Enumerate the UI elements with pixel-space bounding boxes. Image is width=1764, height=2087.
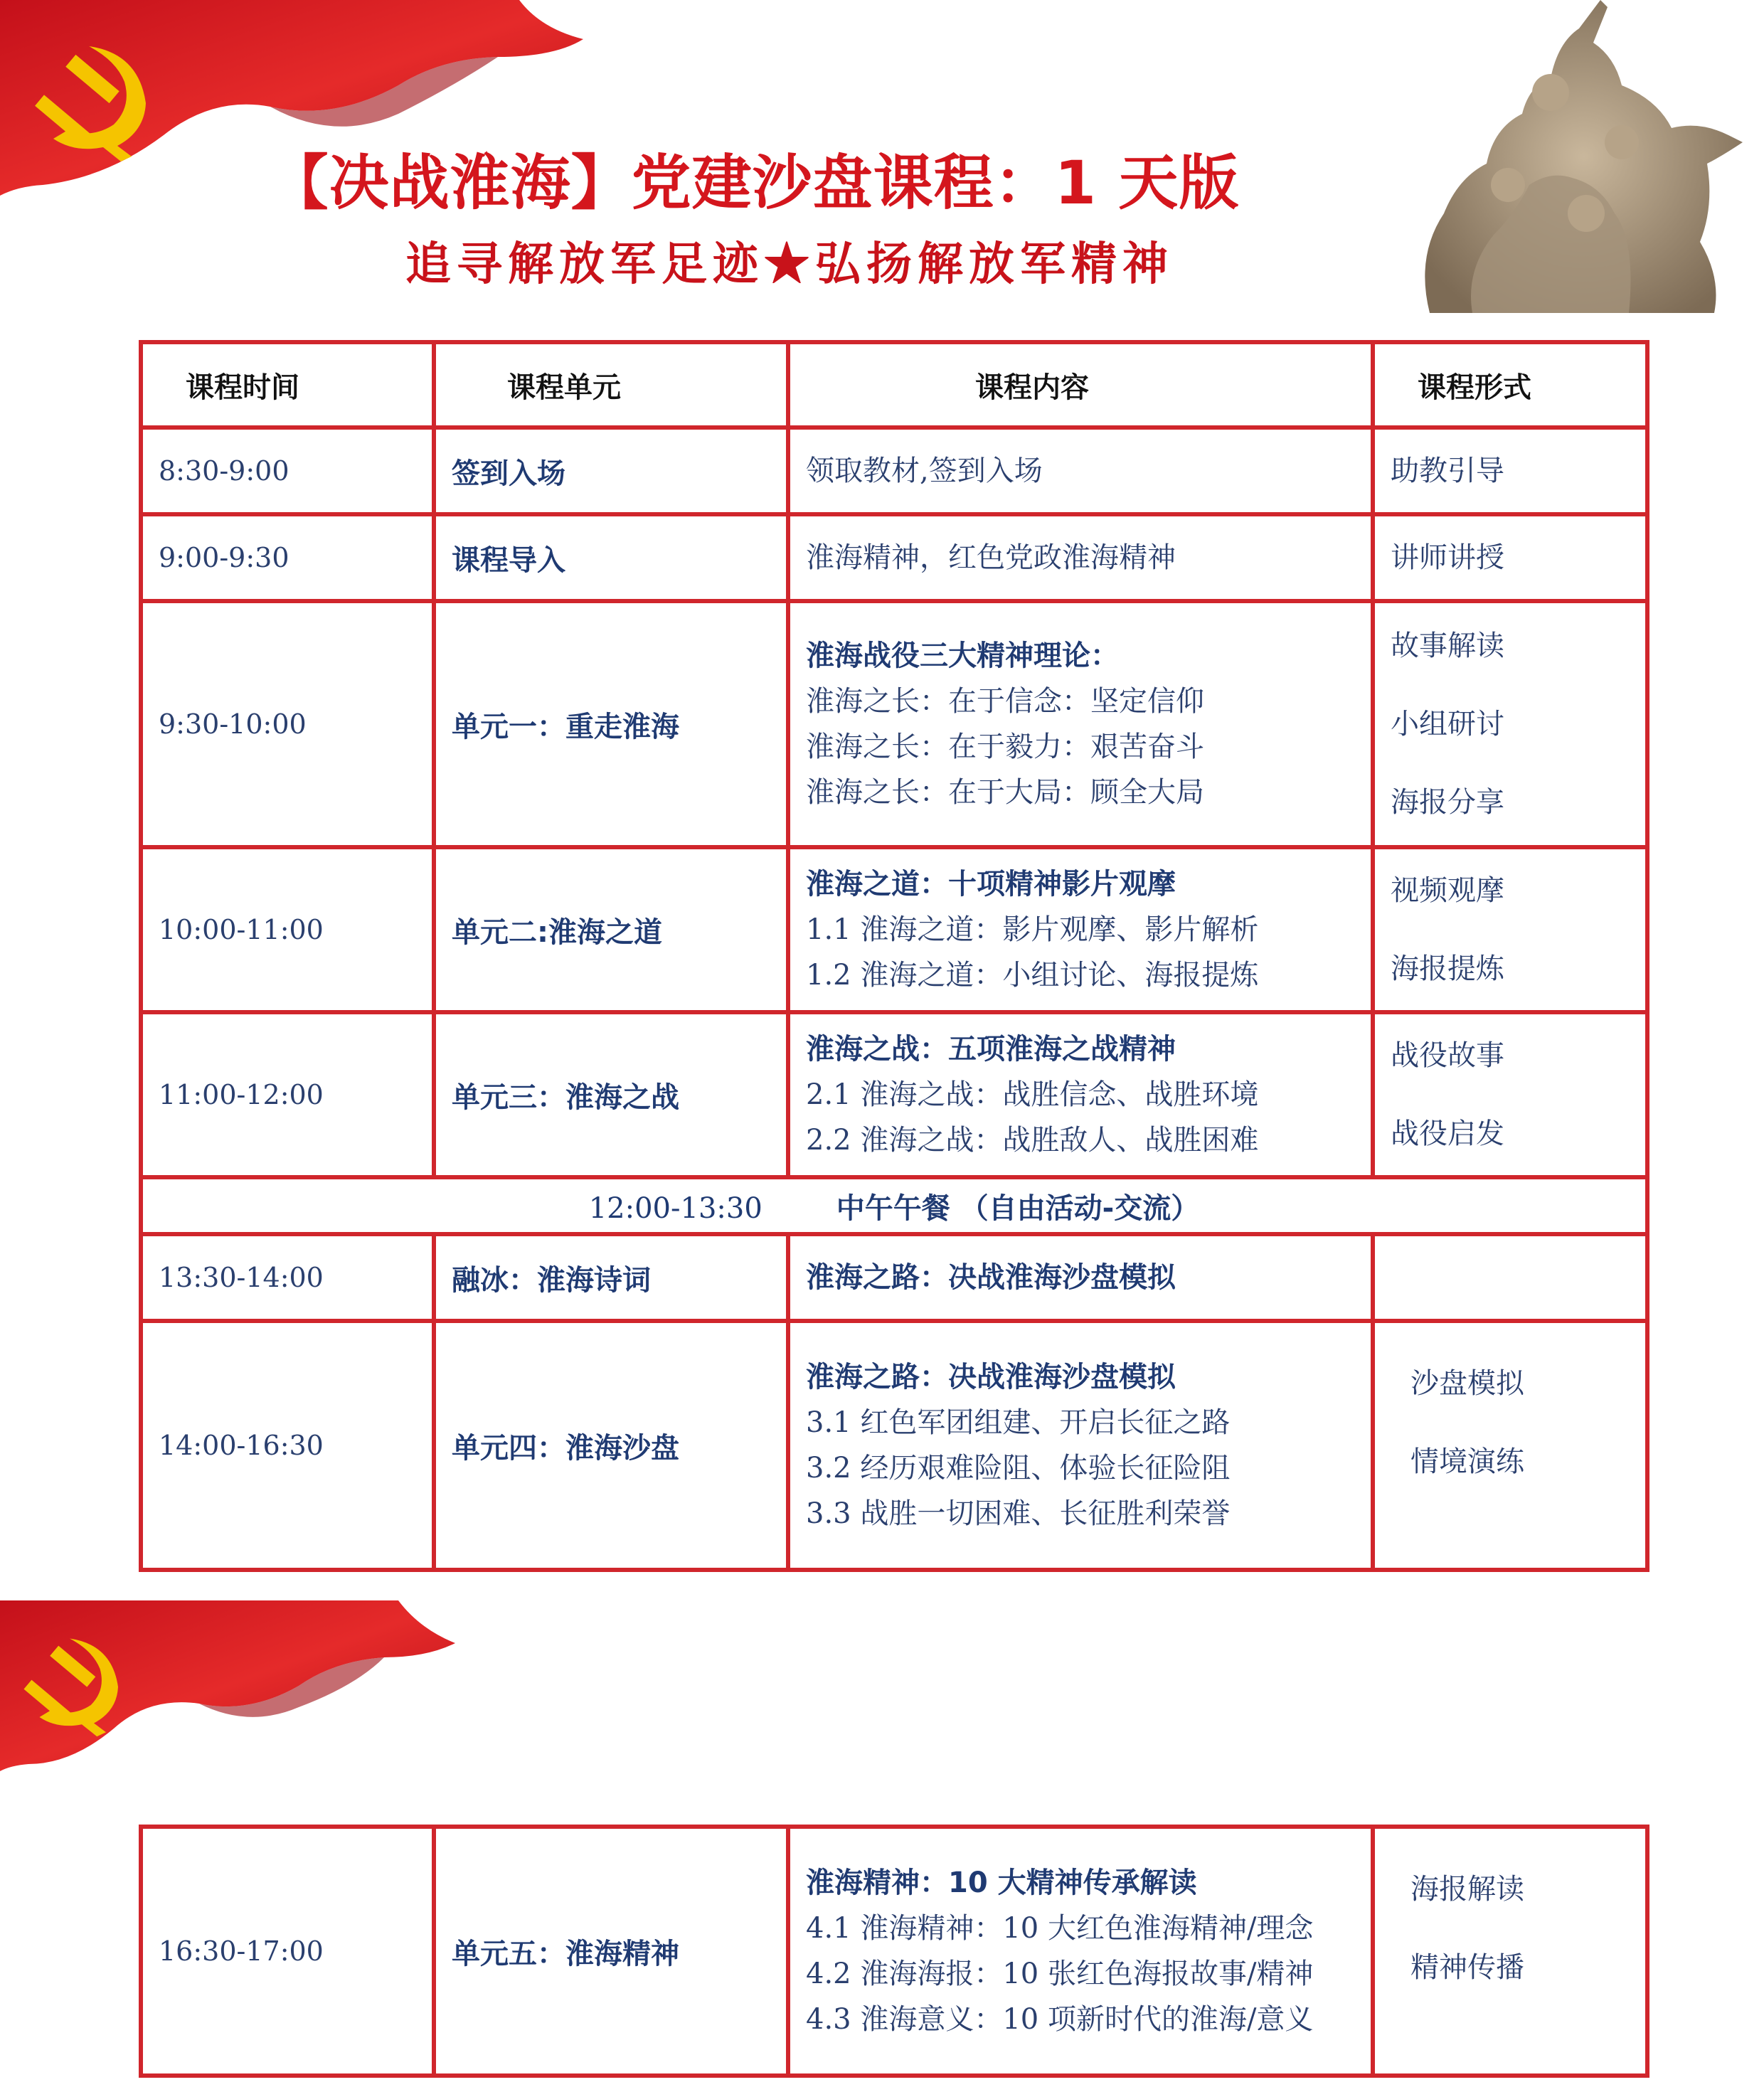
row-time: 10:00-11:00 (141, 847, 434, 1012)
content-title: 淮海精神：10 大精神传承解读 (806, 1866, 1197, 1899)
table-row (141, 1827, 1647, 2076)
row-time: 11:00-12:00 (141, 1012, 434, 1177)
row-time: 16:30-17:00 (141, 1827, 434, 2076)
row-content: 淮海之战：五项淮海之战精神 2.1 淮海之战：战胜信念、战胜环境 2.2 淮海之战：战胜敌人、战胜困难 (788, 1012, 1373, 1177)
row-time: 13:30-14:00 (141, 1234, 434, 1321)
row-content: 领取教材,签到入场 (788, 428, 1373, 514)
party-flag-icon (0, 1600, 484, 1778)
table-row (141, 847, 1647, 1012)
row-unit: 单元一：重走淮海 (434, 601, 788, 847)
header-time: 课程时间 (141, 342, 434, 428)
row-unit: 单元二:淮海之道 (434, 847, 788, 1012)
table-row (141, 1012, 1647, 1177)
row-form: 故事解读 小组研讨 海报分享 (1373, 601, 1647, 847)
row-time: 8:30-9:00 (141, 428, 434, 514)
content-title: 淮海之路：决战淮海沙盘模拟 (806, 1261, 1176, 1294)
content-title: 淮海战役三大精神理论： (806, 639, 1119, 672)
row-content: 淮海之路：决战淮海沙盘模拟 3.1 红色军团组建、开启长征之路 3.2 经历艰难险阻、体验长征险阻 3.3 战胜一切困难、长征胜利荣誉 (788, 1321, 1373, 1570)
row-content (788, 1234, 1373, 1321)
row-unit: 课程导入 (434, 514, 788, 601)
row-form: 战役故事 战役启发 (1373, 1012, 1647, 1177)
header-content: 课程内容 (788, 342, 1373, 428)
content-title: 淮海之路：决战淮海沙盘模拟 (806, 1361, 1176, 1393)
table-row (141, 514, 1647, 601)
row-form (1373, 1234, 1647, 1321)
page-subtitle: 追寻解放军足迹★弘扬解放军精神 (405, 238, 1174, 291)
page-title: 【决战淮海】党建沙盘课程：1 天版 (268, 148, 1240, 218)
row-form: 讲师讲授 (1373, 514, 1647, 601)
schedule-table-continued (139, 1825, 1649, 2078)
table-row (141, 601, 1647, 847)
table-header-row (141, 342, 1647, 428)
lunch-time: 12:00-13:30 (588, 1191, 763, 1225)
row-form: 助教引导 (1373, 428, 1647, 514)
row-form: 视频观摩 海报提炼 (1373, 847, 1647, 1012)
lunch-row (141, 1177, 1647, 1234)
row-content: 淮海精神，红色党政淮海精神 (788, 514, 1373, 601)
row-unit: 单元四：淮海沙盘 (434, 1321, 788, 1570)
row-form: 海报解读 精神传播 (1373, 1827, 1647, 2076)
row-unit: 单元五：淮海精神 (434, 1827, 788, 2076)
row-unit: 融冰：淮海诗词 (434, 1234, 788, 1321)
table-row (141, 1321, 1647, 1570)
row-content: 淮海战役三大精神理论： 淮海之长：在于信念：坚定信仰 淮海之长：在于毅力：艰苦奋斗 淮海之长：在于大局：顾全大局 (788, 601, 1373, 847)
row-unit: 单元三：淮海之战 (434, 1012, 788, 1177)
table-row (141, 1234, 1647, 1321)
content-title: 淮海之战：五项淮海之战精神 (806, 1033, 1176, 1066)
header-form: 课程形式 (1373, 342, 1647, 428)
row-time: 14:00-16:30 (141, 1321, 434, 1570)
header-unit: 课程单元 (434, 342, 788, 428)
content-title: 淮海之道：十项精神影片观摩 (806, 868, 1176, 901)
row-time: 9:30-10:00 (141, 601, 434, 847)
row-unit: 签到入场 (434, 428, 788, 514)
row-content: 淮海精神：10 大精神传承解读 4.1 淮海精神：10 大红色淮海精神/理念 4.2 淮海海报：10 张红色海报故事/精神 4.3 淮海意义：10 项新时代的淮海/意义 (788, 1827, 1373, 2076)
row-time: 9:00-9:30 (141, 514, 434, 601)
lunch-label: 中午午餐 （自由活动-交流） (836, 1191, 1200, 1225)
table-row (141, 428, 1647, 514)
schedule-table (139, 340, 1649, 1572)
row-content: 淮海之道：十项精神影片观摩 1.1 淮海之道：影片观摩、影片解析 1.2 淮海之道：小组讨论、海报提炼 (788, 847, 1373, 1012)
row-form: 沙盘模拟 情境演练 (1373, 1321, 1647, 1570)
